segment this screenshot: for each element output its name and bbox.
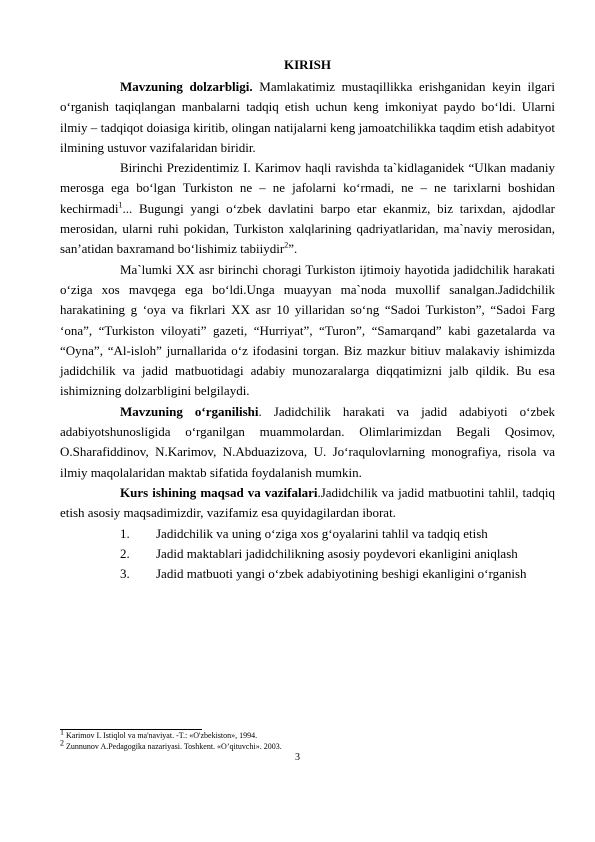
list-item <box>60 544 555 564</box>
footnote-text: Karimov I. Istiqlol va ma'naviyat. -T.: «O'zbekiston», 1994. <box>64 731 258 740</box>
list-number: 1. <box>120 525 130 541</box>
footnote-ref-2[interactable]: 2 <box>284 241 289 251</box>
section-heading-goals: Kurs ishining maqsad va vazifalari <box>120 484 318 500</box>
footnote-number: 1 <box>60 727 64 737</box>
page-number: 3 <box>295 752 300 763</box>
main-text <box>60 55 555 584</box>
list-item-text: Jadid matbuoti yangi o‘zbek adabiyotining beshigi ekanligini o‘rganish <box>156 566 527 582</box>
paragraph-text: Mamlakatimiz mustaqillikka erishganidan keyin ilgari o‘rganish taqiqlangan manbalarni tadqiq etish uchun keng imkoniyat paydo bo‘ldi. Ularni ilmiy – tadqiqot doiasiga kiritib, olingan natijalarni keng jamoatchilikka taqdim etish adabityot ilmining ustuvor vazifalaridan biridir. <box>60 79 555 155</box>
footnote-number: 2 <box>60 737 64 747</box>
list-item-text: Jadid maktablari jadidchilikning asosiy poydevori ekanligini aniqlash <box>156 545 518 561</box>
paragraph-jadid <box>60 260 555 402</box>
paragraph-text: .Jadidchilik va jadid matbuotini tahlil, tadqiq etish asosiy maqsadimizdir, vazifamiz esa quyidagilardan iborat. <box>60 484 556 521</box>
list-number: 3. <box>120 566 130 582</box>
paragraph-study <box>60 402 555 483</box>
list-item <box>60 524 555 544</box>
list-number: 2. <box>120 545 130 561</box>
list-item-text: Jadidchilik va uning o‘ziga xos g‘oyalarini tahlil va tadqiq etish <box>156 525 488 541</box>
footnote-2 <box>60 737 555 753</box>
section-heading-study: Mavzuning o‘rganilishi <box>120 403 259 419</box>
footnote-1 <box>60 727 555 742</box>
section-heading-relevance: Mavzuning dolzarbligi. <box>120 79 253 94</box>
paragraph-text: ... Bugungi yangi o‘zbek davlatini barpo etar ekanmiz, biz tarixdan, ajdodlar merosidan, ularni ruhi pokidan, Turkiston xalqlarining qadriyatlaridan, ma`naviy merosidan, san’atidan baxramand bo‘lishimiz tabiiydir <box>60 200 555 257</box>
footnotes <box>60 727 555 752</box>
paragraph-quote <box>60 158 555 259</box>
list-item <box>60 564 555 584</box>
task-list <box>60 524 555 585</box>
paragraph-relevance <box>60 77 555 158</box>
footnote-ref-1[interactable]: 1 <box>118 200 123 210</box>
paragraph-goals <box>60 483 555 524</box>
paragraph-text: . Jadidchilik harakati va jadid adabiyoti o‘zbek adabiyotshunosligida o‘rganilgan muammolardan. Olimlarimizdan Begali Qosimov, O.Sharafiddinov, N.Karimov, N.Abduazizova, U. Jo‘raqulovlarning monografiya, risola va ilmiy maqolalaridan maktab sifatida foydalanish mumkin. <box>60 403 555 480</box>
footnote-text: Zunnunov A.Pedagogika nazariyasi. Toshkent. «O’qituvchi». 2003. <box>64 741 282 751</box>
footnote-divider <box>60 729 202 730</box>
paragraph-text: ”. <box>288 241 298 257</box>
paragraph-text: Ma`lumki XX asr birinchi choragi Turkiston ijtimoiy hayotida jadidchilik harakati o‘ziga xos mavqega ega bo‘ldi.Unga muayyan ma`noda muxollif sanalgan.Jadidchilik harakatining g ‘oya va fikrlari XX asr 10 yillaridan so‘ng “Sadoi Turkiston”, “Sadoi Farg ‘ona”, “Turkiston viloyati” gazeti, “Hurriyat”, “Turon”, “Samarqand” kabi gazetalarda va “Oyna”, “Al-isloh” jurnallarida o‘z ifodasini torgan. Biz mazkur bitiuv malakaviy ishimizda jadidchilik va jadid matbuotidagi adabiy munozaralarga diqqatimizni jalb qildik. Bu esa ishimizning dolzarbligini belgilaydi. <box>60 261 555 399</box>
paragraph-text: Birinchi Prezidentimiz I. Karimov haqli ravishda ta`kidlaganidek “Ulkan madaniy merosga ega bo‘lgan Turkiston ne – ne jafolarni ko‘rmadi, ne – ne tarixlarni boshidan kechirmadi <box>60 160 555 216</box>
page-title: KIRISH <box>284 57 331 72</box>
